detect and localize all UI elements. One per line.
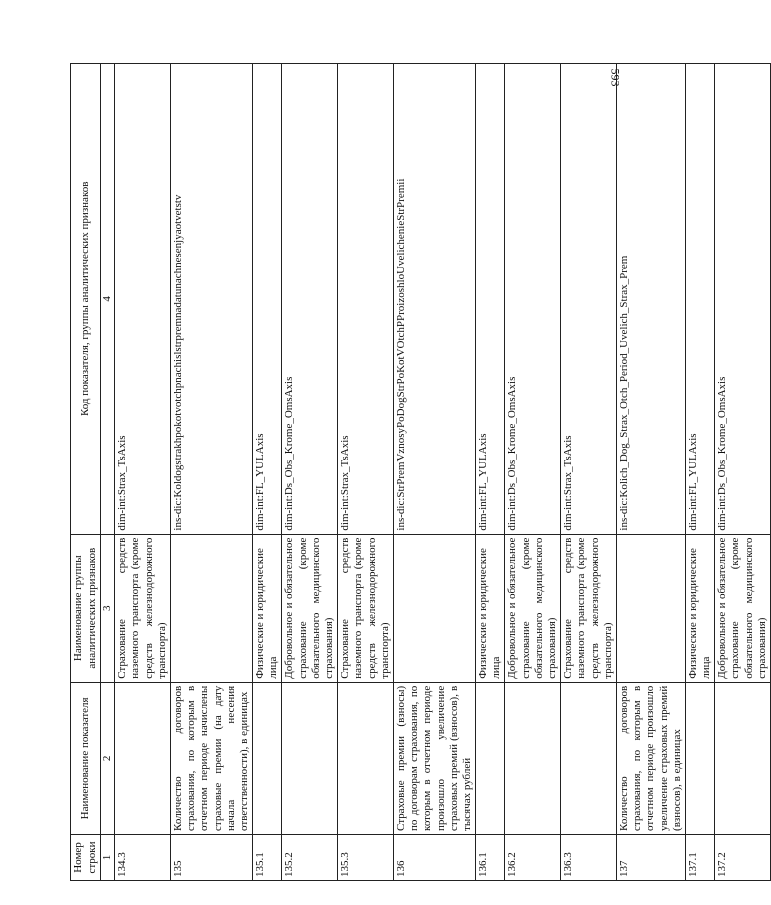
group-code-cell: dim-int:Strax_TsAxis [338, 64, 394, 535]
table-row [170, 64, 252, 881]
row-number-cell: 137 [616, 834, 685, 880]
header-row-number: Номер строки [71, 834, 101, 880]
group-name-cell: Страхование средств наземного транспорта (кроме средств железнодорожного транспорта) [338, 534, 394, 682]
table-row [282, 64, 338, 881]
table-row [616, 64, 685, 881]
indicator-name-cell [476, 682, 505, 834]
group-code-cell: ins-dic:Koldogstrakhpokotvotchpnachislstrpremnadatunachnesenjyaotvetstv [170, 64, 252, 535]
group-code-cell: dim-int:Ds_Obs_Krome_OmsAxis [282, 64, 338, 535]
group-name-cell: Физические и юридические лица [253, 534, 282, 682]
row-number-cell: 136.1 [476, 834, 505, 880]
column-number: 4 [101, 64, 115, 535]
row-number-cell: 135 [170, 834, 252, 880]
indicator-name-cell [505, 682, 561, 834]
table-row [505, 64, 561, 881]
header-indicator-name: Наименование показателя [71, 682, 101, 834]
group-code-cell: ins-dic:StrPremVznosyPoDogStrPoKotVOtchPProizoshloUvelichenieStrPremii [393, 64, 475, 535]
group-code-cell: dim-int:FL_YULAxis [253, 64, 282, 535]
column-number: 3 [101, 534, 115, 682]
group-name-cell: Добровольное и обязательное страхование (кроме обязательного медицинского страхования) [282, 534, 338, 682]
group-code-cell: dim-int:Strax_TsAxis [561, 64, 617, 535]
row-number-cell: 135.2 [282, 834, 338, 880]
table-row [115, 64, 171, 881]
group-name-cell [393, 534, 475, 682]
indicator-name-cell [715, 682, 771, 834]
group-name-cell [616, 534, 685, 682]
table-row [393, 64, 475, 881]
row-number-cell: 137.2 [715, 834, 771, 880]
indicator-name-cell [282, 682, 338, 834]
group-code-cell: dim-int:Strax_TsAxis [115, 64, 171, 535]
header-group-name: Наименование группы аналитических признаков [71, 534, 101, 682]
indicator-name-cell [253, 682, 282, 834]
group-code-cell: ins-dic:Kolich_Dog_Strax_Otch_Period_Uvelich_Strax_Prem [616, 64, 685, 535]
indicator-name-cell: Страховые премии (взносы) по договорам страхования, по которым в отчетном периоде произошло увеличение страховых премий (взносов), в тысячах рублей [393, 682, 475, 834]
group-code-cell: dim-int:Ds_Obs_Krome_OmsAxis [715, 64, 771, 535]
group-code-cell: dim-int:Ds_Obs_Krome_OmsAxis [505, 64, 561, 535]
row-number-cell: 136.2 [505, 834, 561, 880]
indicator-name-cell [115, 682, 171, 834]
group-name-cell: Физические и юридические лица [685, 534, 714, 682]
group-name-cell: Добровольное и обязательное страхование (кроме обязательного медицинского страхования) [715, 534, 771, 682]
column-number: 2 [101, 682, 115, 834]
row-number-cell: 136.3 [561, 834, 617, 880]
group-name-cell [170, 534, 252, 682]
table-row [253, 64, 282, 881]
row-number-cell: 136 [393, 834, 475, 880]
table-row [715, 64, 771, 881]
indicator-name-cell [685, 682, 714, 834]
group-code-cell: dim-int:FL_YULAxis [476, 64, 505, 535]
indicator-name-cell [561, 682, 617, 834]
table-row [685, 64, 714, 881]
group-code-cell: dim-int:FL_YULAxis [685, 64, 714, 535]
group-name-cell: Добровольное и обязательное страхование (кроме обязательного медицинского страхования) [505, 534, 561, 682]
group-name-cell: Страхование средств наземного транспорта (кроме средств железнодорожного транспорта) [561, 534, 617, 682]
row-number-cell: 134.3 [115, 834, 171, 880]
indicator-name-cell: Количество договоров страхования, по которым в отчетном периоде начислены страховые премии (на дату начала несения ответственности), в единицах [170, 682, 252, 834]
row-number-cell: 135.1 [253, 834, 282, 880]
row-number-cell: 135.3 [338, 834, 394, 880]
table-row [476, 64, 505, 881]
group-name-cell: Физические и юридические лица [476, 534, 505, 682]
indicator-name-cell: Количество договоров страхования, по которым в отчетном периоде произошло увеличение страховых премий (взносов), в единицах [616, 682, 685, 834]
indicator-table [70, 63, 771, 881]
header-group-code: Код показателя, группы аналитических признаков [71, 64, 101, 535]
row-number-cell: 137.1 [685, 834, 714, 880]
indicator-name-cell [338, 682, 394, 834]
table-row [561, 64, 617, 881]
table-row [338, 64, 394, 881]
column-number: 1 [101, 834, 115, 880]
group-name-cell: Страхование средств наземного транспорта (кроме средств железнодорожного транспорта) [115, 534, 171, 682]
page-number: 593 [608, 68, 623, 87]
